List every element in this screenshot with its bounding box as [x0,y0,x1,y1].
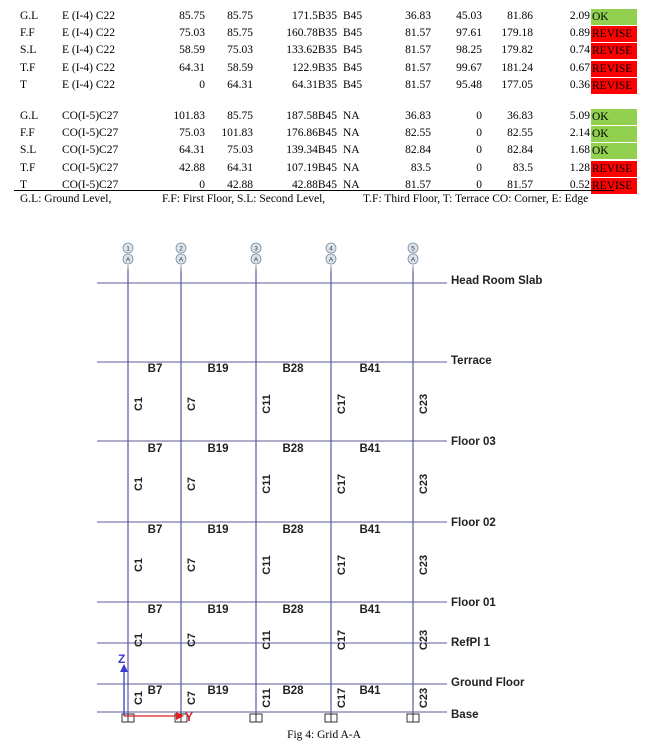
cell-col: E (I-4) C22 [62,44,116,57]
cell-b: 64.31 [227,161,253,174]
cell-a: 64.31 [179,61,205,74]
cell-c: 64.31B35 [291,78,337,91]
beam-label: B7 [147,604,163,616]
cell-a: 0 [199,178,205,191]
beam-label: B28 [282,524,304,536]
status-badge: OK [591,9,637,25]
beam-label: B7 [147,685,163,697]
beam-label: B19 [207,524,229,536]
status-badge: OK [591,126,637,142]
cell-b: 58.59 [227,61,253,74]
status-badge: REVISE [591,161,637,177]
cell-floor: F.F [20,27,35,40]
cell-g: 179.82 [501,44,533,57]
grid-bubble-label: 2 [179,245,183,253]
cell-b: 85.75 [227,27,253,40]
cell-d: B45 [343,10,363,22]
cell-a: 0 [199,78,205,91]
cell-ratio: 0.36 [569,78,590,91]
column-label: C11 [261,630,273,650]
cell-c: 107.19B45 [286,161,337,174]
cell-e: 83.5 [410,161,431,174]
cell-col: CO(I-5)C27 [62,110,119,122]
cell-col: E (I-4) C22 [62,27,116,40]
z-axis-label: Z [118,652,126,666]
level-label: Ground Floor [451,677,525,689]
cell-c: 42.88B45 [291,178,337,191]
grid-bubble-label: 4 [329,245,333,253]
cell-ratio: 0.67 [569,61,590,74]
cell-col: CO(I-5)C27 [62,161,119,174]
column-label: C23 [418,473,430,495]
cell-g: 81.57 [507,178,533,191]
beam-label: B7 [147,363,163,375]
cell-a: 64.31 [179,144,205,157]
grid-bubble-label: A [178,256,184,264]
cell-floor: T [20,178,28,191]
column-label: C1 [133,476,145,492]
cell-f: 0 [476,161,482,174]
cell-b: 75.03 [227,144,253,157]
column-label: C1 [133,690,145,706]
cell-e: 81.57 [405,27,431,40]
cell-ratio: 1.28 [569,161,590,174]
status-badge: REVISE [591,43,637,59]
cell-c: 187.58B45 [286,110,337,122]
cell-c: 139.34B45 [286,144,337,157]
cell-e: 36.83 [405,110,431,122]
beam-label: B41 [359,443,381,455]
cell-d: NA [343,161,360,174]
cell-d: B45 [343,78,363,91]
beam-label: B28 [282,685,304,697]
cell-col: E (I-4) C22 [62,10,116,22]
cell-floor: S.L [20,44,37,57]
y-axis-label: Y [185,710,194,724]
grid-bubble-label: A [125,256,131,264]
cell-b: 85.75 [227,10,253,22]
cell-col: CO(I-5)C27 [62,144,119,157]
cell-a: 75.03 [179,127,205,140]
cell-floor: T.F [20,61,36,74]
beam-label: B19 [207,443,229,455]
column-label: C7 [186,557,198,573]
beam-label: B19 [207,685,229,697]
cell-c: 176.86B45 [286,127,337,140]
cell-e: 82.84 [405,144,431,157]
beam-label: B41 [359,363,381,375]
cell-g: 177.05 [501,78,533,91]
cell-f: 0 [476,127,482,140]
cell-f: 45.03 [456,10,482,22]
level-label: Terrace [451,355,492,367]
beam-label: B41 [359,604,381,616]
figure-caption: Fig 4: Grid A-A [287,729,361,741]
cell-col: CO(I-5)C27 [62,178,119,191]
cell-ratio: 2.09 [569,10,590,22]
beam-label: B28 [282,604,304,616]
column-label: C1 [133,396,145,412]
column-label: C23 [418,687,430,709]
cell-e: 81.57 [405,61,431,74]
beam-label: B7 [147,524,163,536]
status-badge: REVISE [591,178,637,194]
cell-a: 42.88 [179,161,205,174]
cell-col: E (I-4) C22 [62,61,116,74]
level-label: Base [451,709,479,721]
status-badge: OK [591,143,637,159]
cell-a: 85.75 [179,10,205,22]
cell-a: 75.03 [179,27,205,40]
cell-c: 122.9B35 [291,61,337,74]
column-label: C11 [261,394,273,414]
cell-col: E (I-4) C22 [62,78,116,91]
level-label: Floor 03 [451,436,496,448]
cell-e: 36.83 [405,10,431,22]
cell-g: 82.84 [507,144,533,157]
grid-bubble-label: A [253,256,259,264]
cell-a: 58.59 [179,44,205,57]
column-label: C7 [186,396,198,412]
grid-bubble-label: 1 [126,245,130,253]
cell-b: 85.75 [227,110,253,122]
cell-f: 0 [476,110,482,122]
cell-floor: G.L [20,110,39,122]
status-badge: OK [591,109,637,125]
column-label: C17 [336,473,348,495]
legend-ground-level: G.L: Ground Level, [20,193,112,205]
column-label: C7 [186,476,198,492]
beam-label: B7 [147,443,163,455]
cell-c: 133.62B35 [286,44,337,57]
column-label: C11 [261,555,273,575]
cell-ratio: 1.68 [569,144,590,157]
cell-e: 82.55 [405,127,431,140]
status-badge: REVISE [591,26,637,42]
cell-f: 0 [476,144,482,157]
column-label: C17 [336,629,348,651]
cell-b: 64.31 [227,78,253,91]
column-label: C1 [133,557,145,573]
cell-floor: F.F [20,127,35,140]
cell-f: 95.48 [456,78,482,91]
cell-f: 98.25 [456,44,482,57]
cell-d: NA [343,144,360,157]
status-badge: REVISE [591,61,637,77]
cell-b: 101.83 [221,127,253,140]
cell-g: 81.86 [507,10,533,22]
cell-b: 42.88 [227,178,253,191]
beam-label: B41 [359,685,381,697]
beam-label: B28 [282,363,304,375]
beam-label: B19 [207,363,229,375]
grid-bubble-label: 5 [411,245,415,253]
status-badge: REVISE [591,78,637,94]
cell-g: 83.5 [512,161,533,174]
column-label: C17 [336,393,348,415]
cell-c: 160.78B35 [286,27,337,40]
cell-floor: T [20,78,28,91]
cell-f: 97.61 [456,27,482,40]
grid-bubble-label: A [410,256,416,264]
column-label: C1 [133,632,145,648]
level-label: Floor 02 [451,517,496,529]
cell-ratio: 0.74 [569,44,590,57]
cell-c: 171.5B35 [291,10,337,22]
cell-ratio: 0.52 [569,178,590,191]
grid-bubble-label: 3 [254,245,258,253]
level-label: Head Room Slab [451,275,543,287]
cell-ratio: 5.09 [569,110,590,122]
column-label: C17 [336,554,348,576]
y-axis-arrowhead [176,712,184,720]
beam-label: B19 [207,604,229,616]
cell-d: NA [343,178,360,191]
cell-ratio: 0.89 [569,27,590,40]
cell-e: 81.57 [405,78,431,91]
legend-first-second: F.F: First Floor, S.L: Second Level, [162,193,326,205]
cell-a: 101.83 [173,110,205,122]
cell-g: 36.83 [507,110,533,122]
cell-floor: S.L [20,144,37,157]
cell-d: B45 [343,27,363,40]
cell-e: 81.57 [405,178,431,191]
cell-e: 81.57 [405,44,431,57]
cell-g: 179.18 [501,27,533,40]
beam-label: B28 [282,443,304,455]
cell-d: NA [343,110,360,122]
grid-bubble-label: A [328,256,334,264]
column-label: C11 [261,688,273,708]
cell-floor: T.F [20,161,36,174]
cell-d: B45 [343,44,363,57]
cell-b: 75.03 [227,44,253,57]
legend-third-terrace: T.F: Third Floor, T: Terrace CO: Corner, E: Edge [363,193,589,205]
level-label: RefPl 1 [451,637,490,649]
beam-label: B41 [359,524,381,536]
cell-f: 0 [476,178,482,191]
column-label: C7 [186,690,198,706]
column-label: C17 [336,687,348,709]
column-label: C7 [186,632,198,648]
column-label: C23 [418,393,430,415]
cell-f: 99.67 [456,61,482,74]
column-label: C23 [418,629,430,651]
cell-d: NA [343,127,360,140]
cell-d: B45 [343,61,363,74]
column-label: C11 [261,474,273,494]
cell-ratio: 2.14 [569,127,590,140]
level-label: Floor 01 [451,597,496,609]
cell-floor: G.L [20,10,39,22]
column-label: C23 [418,554,430,576]
cell-col: CO(I-5)C27 [62,127,119,140]
cell-g: 82.55 [507,127,533,140]
cell-g: 181.24 [501,61,533,74]
